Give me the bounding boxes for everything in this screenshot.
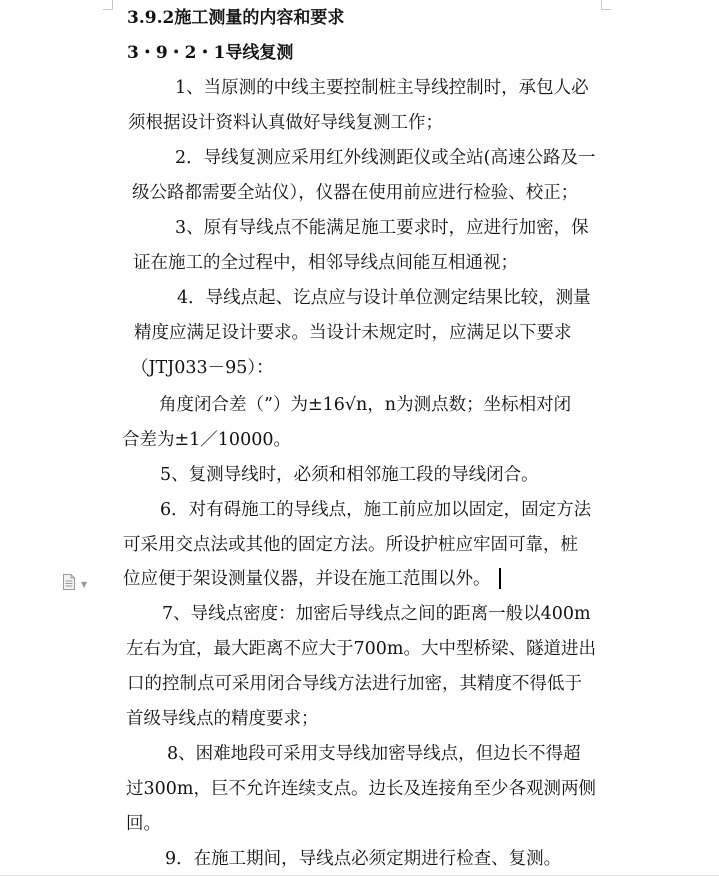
body-line[interactable]: 8、困难地段可采用支导线加密导线点，但边长不得超 <box>167 744 581 764</box>
chevron-down-icon[interactable]: ▼ <box>81 580 88 589</box>
body-line[interactable]: 4．导线点起、讫点应与设计单位测定结果比较，测量 <box>177 288 591 308</box>
body-line[interactable]: 级公路都需要全站仪），仪器在使用前应进行检验、校正； <box>132 183 579 203</box>
body-line[interactable]: 6．对有碍施工的导线点，施工前应加以固定，固定方法 <box>160 500 592 520</box>
body-line[interactable]: 位应便于架设测量仪器，并设在施工范围以外。 <box>123 569 491 589</box>
body-line[interactable]: 3、原有导线点不能满足施工要求时，应进行加密，保 <box>175 218 589 238</box>
body-line[interactable]: 证在施工的全过程中，相邻导线点间能互相通视； <box>133 253 518 273</box>
subsection-heading[interactable]: 3・9・2・1导线复测 <box>127 43 294 63</box>
body-line[interactable]: 2．导线复测应采用红外线测距仪或全站(高速公路及一 <box>175 148 596 168</box>
section-heading[interactable]: 3.9.2施工测量的内容和要求 <box>127 8 345 28</box>
margin-corner-mark-left-h <box>103 9 113 10</box>
text-cursor <box>499 568 501 589</box>
body-line[interactable]: 回。 <box>126 814 161 834</box>
body-line[interactable]: 过300m，巨不允许连续支点。边长及连接角至少各观测两侧 <box>126 779 596 799</box>
body-line[interactable]: 角度闭合差（”）为±16√n，n为测点数；坐标相对闭 <box>159 395 572 415</box>
body-line[interactable]: 可采用交点法或其他的固定方法。所设护桩应牢固可靠，桩 <box>123 535 578 555</box>
body-line[interactable]: 须根据设计资料认真做好导线复测工作； <box>128 113 443 133</box>
body-line[interactable]: （JTJ033－95）： <box>131 358 274 378</box>
margin-corner-mark-right-h <box>601 9 611 10</box>
body-line[interactable]: 9．在施工期间，导线点必须定期进行检查、复测。 <box>165 849 562 869</box>
body-line[interactable]: 左右为宜，最大距离不应大于700m。大中型桥梁、隧道进出 <box>126 639 596 659</box>
body-line[interactable]: 口的控制点可采用闭合导线方法进行加密，其精度不得低于 <box>127 674 582 694</box>
document-icon[interactable] <box>62 574 76 590</box>
body-line[interactable]: 精度应满足设计要求。当设计未规定时，应满足以下要求 <box>134 323 572 343</box>
body-line[interactable]: 5、复测导线时，必须和相邻施工段的导线闭合。 <box>160 465 539 485</box>
body-line[interactable]: 1、当原测的中线主要控制桩主导线控制时，承包人必 <box>175 78 589 98</box>
body-line[interactable]: 合差为±1／10000。 <box>122 430 291 450</box>
body-line[interactable]: 7、导线点密度：加密后导线点之间的距离一般以400m <box>162 604 591 624</box>
body-line[interactable]: 首级导线点的精度要求； <box>126 709 319 729</box>
page-bottom-rule <box>0 875 719 876</box>
